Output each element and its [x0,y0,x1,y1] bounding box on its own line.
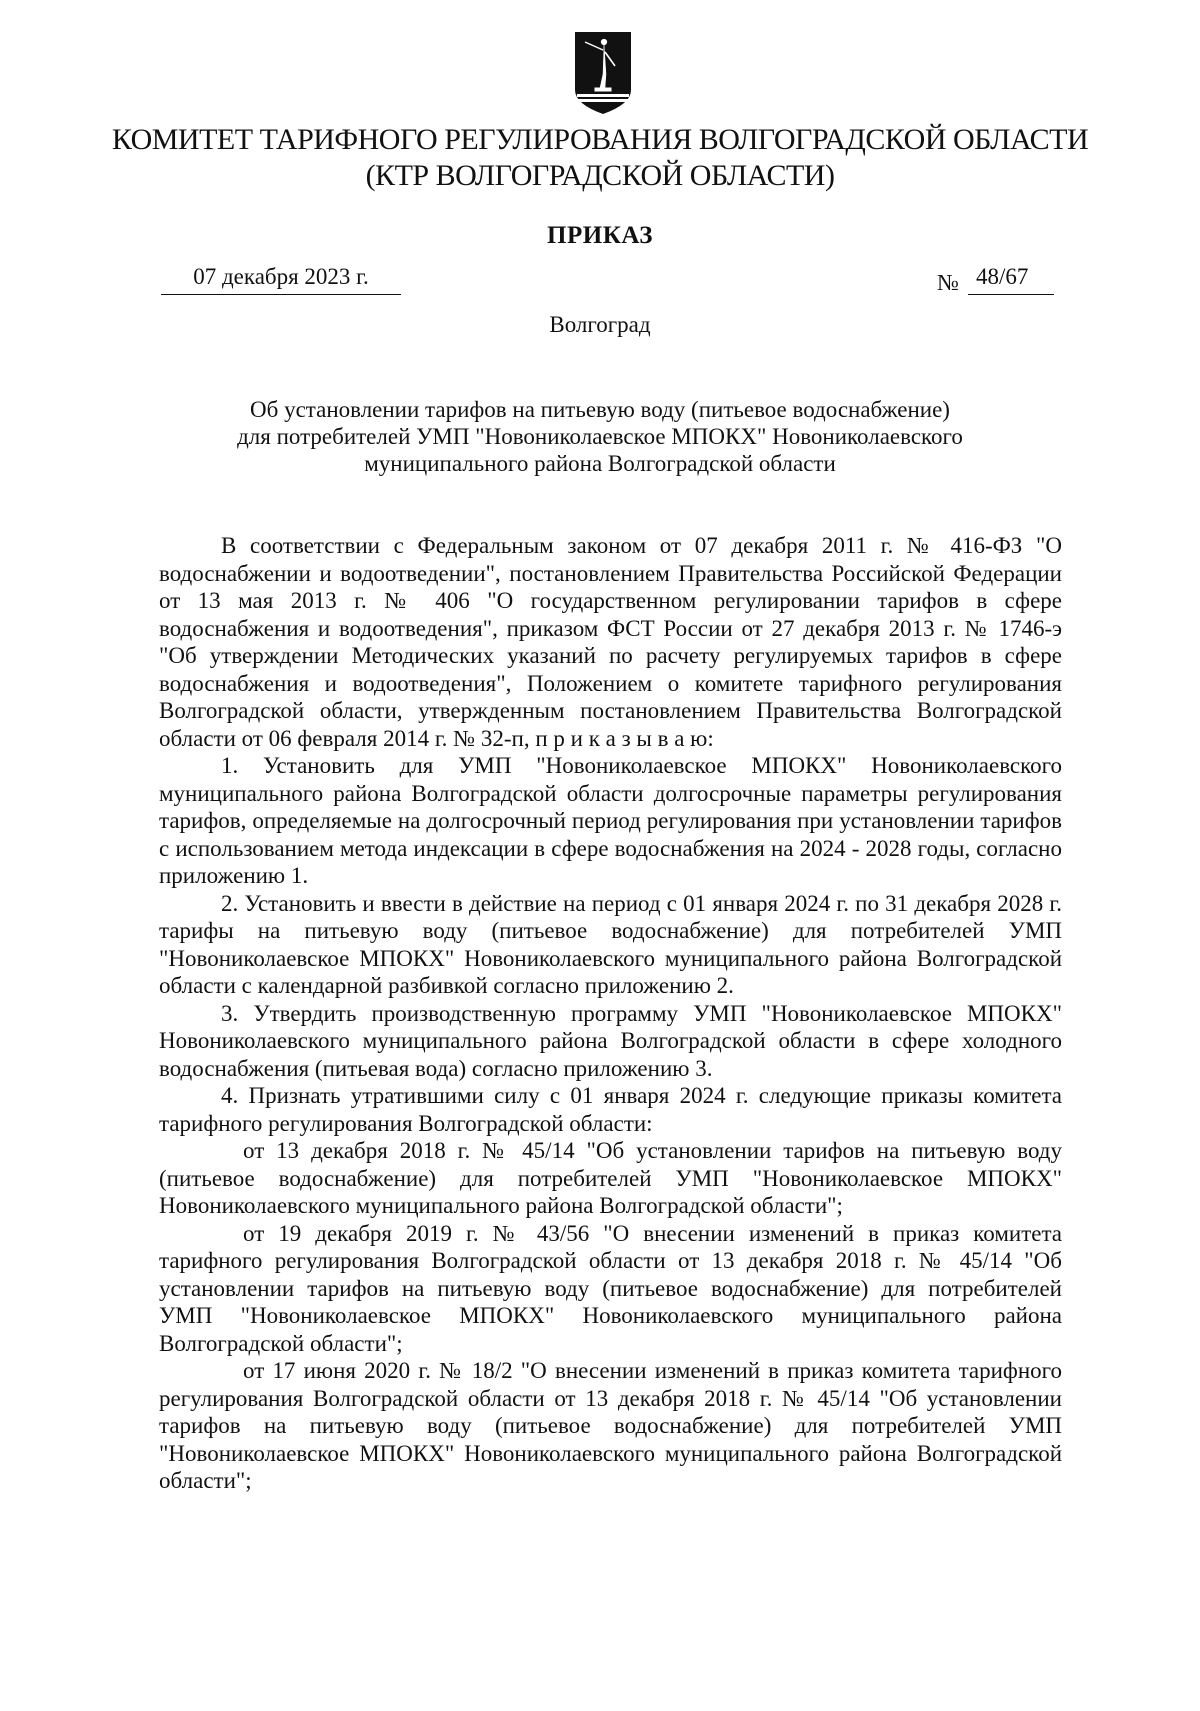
number-sign: № [937,270,959,295]
order-date: 07 декабря 2023 г. [161,262,401,295]
item-3-paragraph: 3. Утвердить производственную программу УМП "Новониколаевское МПОКХ" Новониколаевского муниципального района Волгоградской области в сфере холодного водоснабжения (питьевая вода) согласно приложению 3. [159,1000,1062,1081]
preamble-paragraph: В соответствии с Федеральным законом от 07 декабря 2011 г. № 416-ФЗ "О водоснабжении и водоотведении", постановлением Правительства Российской Федерации от 13 мая 2013 г. № 406 "О государственном регулировании тарифов в сфере водоснабжения и водоотведения", приказом ФСТ России от 27 декабря 2013 г. № 1746-э "Об утверждении Методических указаний по расчету регулируемых тарифов в сфере водоснабжения и водоотведения", Положением о комитете тарифного регулирования Волгоградской области, утвержденным постановлением Правительства Волгоградской области от 06 февраля 2014 г. № 32-п, п р и к а з ы в а ю: [159,533,1062,751]
org-name: КОМИТЕТ ТАРИФНОГО РЕГУЛИРОВАНИЯ ВОЛГОГРАДСКОЙ ОБЛАСТИ [111,123,1089,156]
subject-line: для потребителей УМП "Новониколаевское МПОКХ" Новониколаевского [237,424,963,449]
order-subject [0,396,1200,477]
city: Волгоград [549,312,651,337]
subject-line: Об установлении тарифов на питьевую воду (питьевое водоснабжение) [250,397,950,422]
subject-line: муниципального района Волгоградской области [364,451,836,476]
org-short-name: (КТР ВОЛГОГРАДСКОЙ ОБЛАСТИ) [365,159,835,192]
repealed-order-1: от 13 декабря 2018 г. № 45/14 "Об установлении тарифов на питьевую воду (питьевое водоснабжение) для потребителей УМП "Новониколаевское МПОКХ" Новониколаевского муниципального района Волгоградской области"; [159,1138,1062,1218]
item-2-paragraph: 2. Установить и ввести в действие на период с 01 января 2024 г. по 31 декабря 2028 г. тарифы на питьевую воду (питьевое водоснабжение) для потребителей УМП "Новониколаевское МПОКХ" Новониколаевского муниципального района Волгоградской области с календарной разбивкой согласно приложению 2. [159,890,1062,998]
document-title: ПРИКАЗ [547,222,653,249]
order-body [159,532,1062,1495]
item-4-paragraph: 4. Признать утратившими силу с 01 января 2024 г. следующие приказы комитета тарифного регулирования Волгоградской области: [159,1083,1062,1136]
order-number: 48/67 [968,262,1054,295]
repealed-order-2: от 19 декабря 2019 г. № 43/56 "О внесении изменений в приказ комитета тарифного регулирования Волгоградской области от 13 декабря 2018 г. № 45/14 "Об установлении тарифов на питьевую воду (питьевое водоснабжение) для потребителей УМП "Новониколаевское МПОКХ" Новониколаевского муниципального района Волгоградской области"; [159,1220,1062,1356]
repealed-order-3: от 17 июня 2020 г. № 18/2 "О внесении изменений в приказ комитета тарифного регулирования Волгоградской области от 13 декабря 2018 г. № 45/14 "Об установлении тарифов на питьевую воду (питьевое водоснабжение) для потребителей УМП "Новониколаевское МПОКХ" Новониколаевского муниципального района Волгоградской области"; [159,1358,1062,1493]
volgograd-coat-of-arms-icon [573,30,633,116]
item-1-paragraph: 1. Установить для УМП "Новониколаевское МПОКХ" Новониколаевского муниципального района Волгоградской области долгосрочные параметры регулирования тарифов, определяемые на долгосрочный период регулирования при установлении тарифов с использованием метода индексации в сфере водоснабжения на 2024 - 2028 годы, согласно приложению 1. [159,753,1062,888]
